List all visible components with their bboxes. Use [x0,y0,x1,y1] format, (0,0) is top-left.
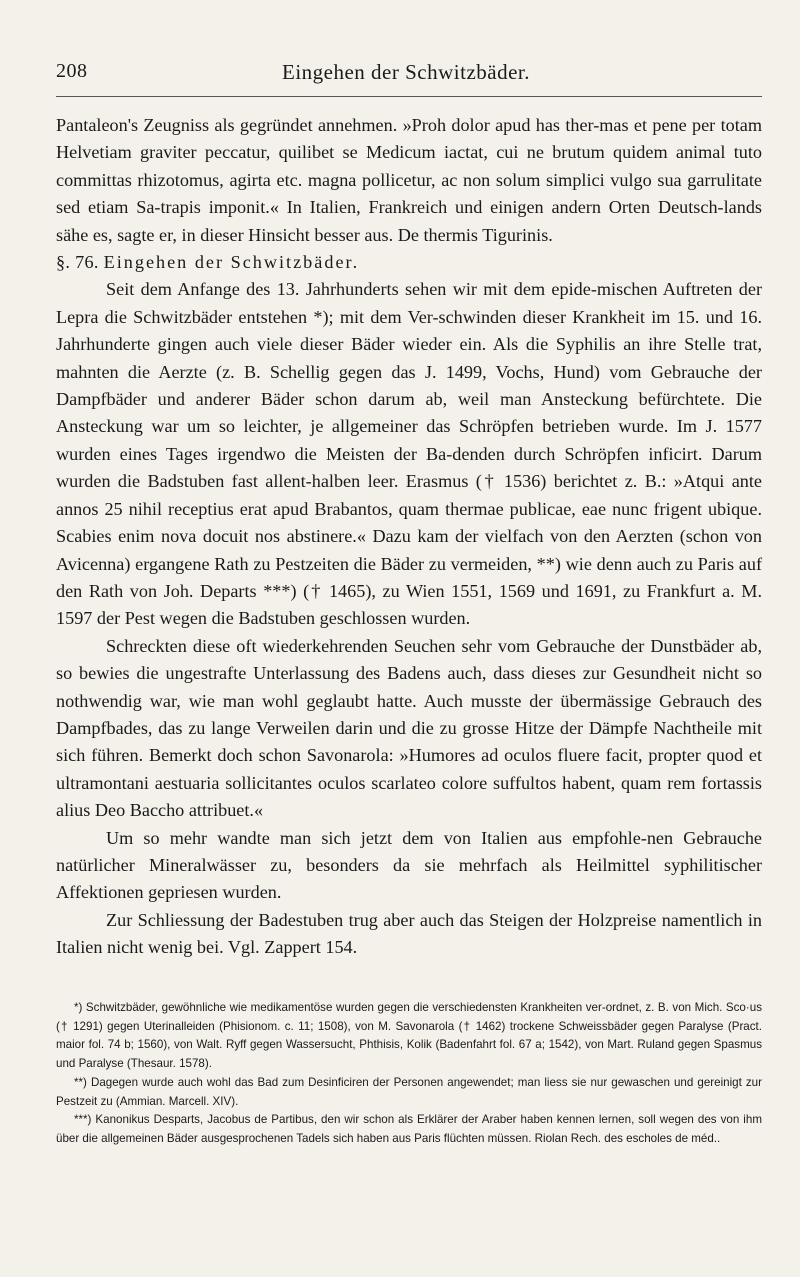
running-head [56,60,756,90]
footnote-3-text: Kanonikus Desparts, Jacobus de Partibus, den wir schon als Erklärer der Araber haben kennen lernen, soll wegen des von ihm über die allgemeinen Bäder ausgesprochenen Tadels sich haben aus Paris flüchten müssen. Riolan Rech. des escholes de méd.. [56,1113,762,1145]
page-number: 208 [56,60,88,82]
footnote-3 [56,1111,762,1148]
section-heading [56,249,762,276]
footnote-2-text: Dagegen wurde auch wohl das Bad zum Desinficiren der Personen angewendet; man liess sie nur gewaschen und gereinigt zur Pestzeit zu (Ammian. Marcell. XIV). [56,1075,762,1108]
header-rule [56,96,762,97]
running-title: Eingehen der Schwitzbäder. [282,60,530,84]
footnote-3-mark: ***) [74,1113,92,1127]
paragraph-holzpreise: Zur Schliessung der Badestuben trug aber auch das Steigen der Holzpreise namentlich in Italien nicht wenig bei. Vgl. Zappert 154. [56,909,762,958]
footnote-1 [56,999,762,1074]
paragraph-mineralwaesser: Um so mehr wandte man sich jetzt dem von Italien aus empfohle-nen Gebrauche natürlicher Mineralwässer zu, besonders da sie mehrfach als Heilmittel syphilitischer Affektionen gepriesen wurden. [56,827,762,903]
paragraph-pantaleon: Pantaleon's Zeugniss als gegründet annehmen. »Proh dolor apud has ther-mas et pene per totam Helvetiam graviter peccatur, quilibet se Medicum iactat, cui ne brutum quidem animal tuto committas rhizotomus, agirta etc. magna pollicetur, ac non solum simplici vulgo sua garrulitate sed etiam Sa-trapis imponit.« In Italien, Frankreich und einigen andern Orten Deutsch-lands sähe es, sagte er, in dieser Hinsicht besser aus. De thermis Tigurinis. [56,115,762,245]
footnotes [56,999,762,1149]
footnote-1-mark: *) [74,1001,83,1014]
paragraph-history: Seit dem Anfange des 13. Jahrhunderts sehen wir mit dem epide-mischen Auftreten der Lepra die Schwitzbäder entstehen *); mit dem Ver-schwinden dieser Krankheit im 15. und 16. Jahrhunderte gingen auch viele dieser Bäder wieder ein. Als die Syphilis an ihre Stelle trat, mahnten die Aerzte (z. B. Schellig gegen das J. 1499, Vochs, Hund) vom Gebrauche der Dampfbäder und anderer Bäder schon darum ab, weil man Ansteckung befürchtete. Die Ansteckung war um so leichter, je allgemeiner das Schröpfen betrieben wurde. Im J. 1577 wurden eines Tages irgendwo die Meisten der Ba-denden durch Schröpfen inficirt. Darum wurden die Badstuben fast allent-halben leer. Erasmus († 1536) berichtet z. B.: »Atqui ante annos 25 nihil receptius erat apud Brabantos, quam thermae publicae, eae nunc frigent ubique. Scabies enim nova docuit nos abstinere.« Dazu kam der vielfach von den Aerzten (schon von Avicenna) ergangene Rath zu Pestzeiten die Bäder zu vermeiden, **) wie denn auch zu Paris auf den Rath von Joh. Departs ***) († 1465), zu Wien 1551, 1569 und 1691, zu Frankfurt a. M. 1597 der Pest wegen die Badstuben geschlossen wurden. [56,279,762,629]
footnote-1-text: Schwitzbäder, gewöhnliche wie medikamentöse wurden gegen die verschiedensten Krankheiten ver-ordnet, z. B. von Mich. Sco·us († 1291) gegen Uterinalleiden (Phisionom. c. 11; 1508), von M. Savonarola († 1462) trockene Schweissbäder gegen Paralyse (Pract. maior fol. 74 b; 1560), von Walt. Ryff gegen Wassersucht, Phthisis, Kolik (Badenfahrt fol. 67 a; 1542), von Mart. Ruland gegen Spasmus und Paralyse (Thesaur. 1578). [56,1001,762,1071]
body-text [56,112,762,962]
footnote-2-mark: **) [74,1075,87,1089]
footnote-2 [56,1074,762,1111]
section-title: Eingehen der Schwitzbäder. [103,252,360,273]
section-number: §. 76. [56,252,99,273]
paragraph-dunstbaeder: Schreckten diese oft wiederkehrenden Seuchen sehr vom Gebrauche der Dunstbäder ab, so bewies die ungestrafte Unterlassung des Badens auch, dass dieses zur Gesundheit nicht so nothwendig war, wie man wohl geglaubt hatte. Auch musste der übermässige Gebrauch des Dampfbades, das zu lange Verweilen darin und die zu grosse Hitze der Dämpfe Nachtheile mit sich führen. Bemerkt doch schon Savonarola: »Humores ad oculos fluere facit, propter quod et ultramontani aestuaria sollicitantes oculos scarlateo colore suffultos habent, quam rem fortassis alius Deo Baccho attribuet.« [56,635,762,821]
